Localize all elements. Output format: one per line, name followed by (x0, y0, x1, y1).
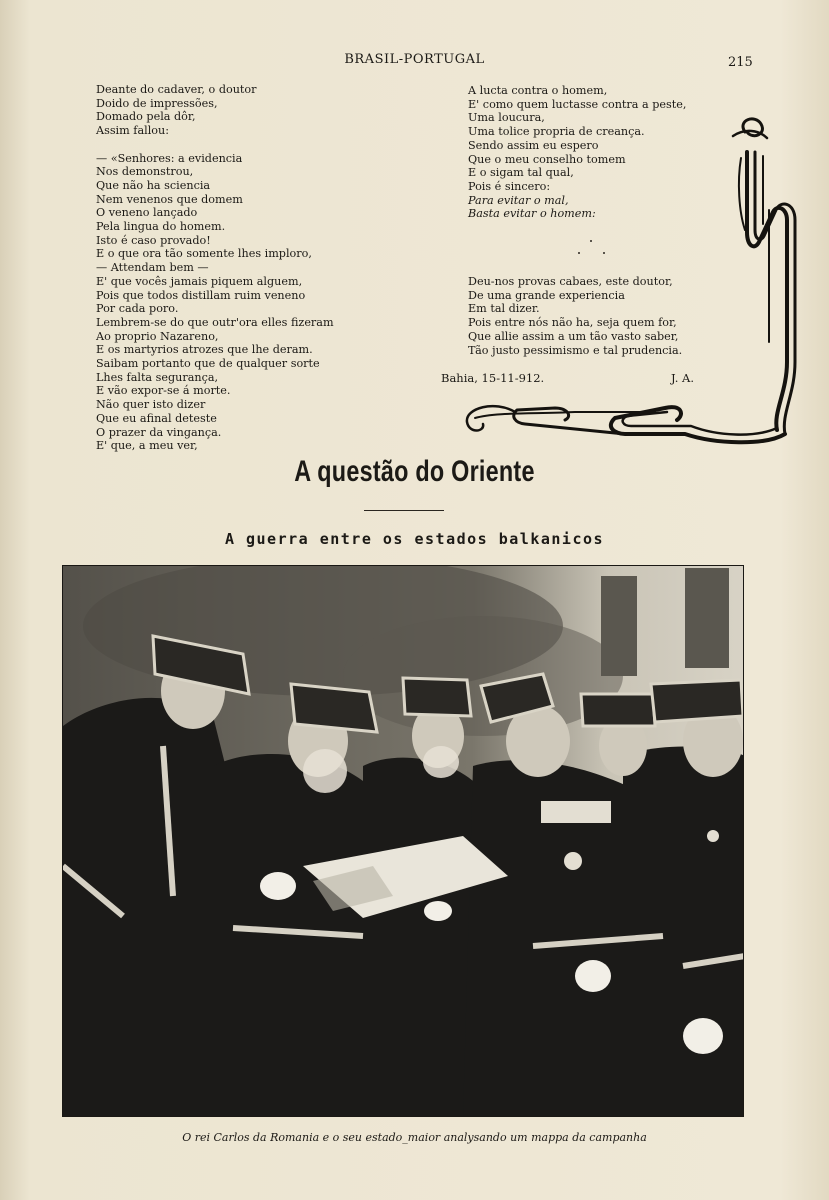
photo-illustration (63, 566, 744, 1117)
poem-line: Uma loucura, (468, 111, 545, 125)
poem-line: E' como quem luctasse contra a peste, (468, 97, 687, 111)
art-nouveau-ornament (455, 112, 800, 457)
article-subtitle: A guerra entre os estados balkanicos (224, 530, 605, 548)
poem-line: — Attendam bem — (96, 261, 209, 275)
poem-line: — «Senhores: a evidencia (96, 151, 243, 165)
poem-line: Assim fallou: (96, 124, 169, 138)
poem-line: O prazer da vingança. (96, 425, 222, 439)
poem-line: A lucta contra o homem, (468, 84, 608, 97)
poem-line: Doido de impressões, (96, 96, 218, 110)
poem-line: Basta evitar o homem: (468, 207, 596, 221)
place-date: Bahia, 15-11-912. (441, 371, 545, 385)
poem-line: E' que, a meu ver, (96, 439, 198, 453)
poem-line: Nos demonstrou, (96, 165, 194, 179)
poem-line (96, 138, 334, 152)
poem-left-column (96, 83, 334, 453)
poem-line: Para evitar o mal, (468, 193, 569, 207)
poem-line: Pois que todos distillam ruim veneno (96, 288, 306, 302)
poem-line: O veneno lançado (96, 206, 198, 220)
poem-line: Lembrem-se do que outr'ora elles fizeram (96, 315, 334, 329)
poem-line: E o sigam tal qual, (468, 166, 574, 180)
poem-line: De uma grande experiencia (468, 288, 625, 302)
photograph (62, 565, 744, 1117)
poem-line: Deante do cadaver, o doutor (96, 83, 257, 96)
poem-line: Ao proprio Nazareno, (96, 329, 219, 343)
magazine-title: BRASIL-PORTUGAL (344, 52, 485, 67)
poem-line: E o que ora tão somente lhes imploro, (96, 247, 312, 261)
poem-line: Saibam portanto que de qualquer sorte (96, 357, 320, 371)
author-initials: J. A. (671, 371, 694, 385)
poem-line: Que o meu conselho tomem (468, 152, 626, 166)
poem-line: Isto é caso provado! (96, 233, 211, 247)
poem-line: E vão expor-se á morte. (96, 384, 231, 398)
poem-line: Pela lingua do homem. (96, 220, 226, 234)
poem-line: Não quer isto dizer (96, 398, 206, 412)
poem-line: Tão justo pessimismo e tal prudencia. (468, 343, 683, 357)
poem-line: Por cada poro. (96, 302, 179, 316)
poem-line: Uma tolice propria de creança. (468, 125, 645, 139)
poem-line: Em tal dizer. (468, 302, 540, 316)
poem-line: Nem venenos que domem (96, 192, 243, 206)
article-title: A questão do Oriente (294, 455, 535, 488)
poem-line: Deu-nos provas cabaes, este doutor, (468, 275, 673, 288)
poem-line: Que eu afinal deteste (96, 411, 217, 425)
poem-line: Que allie assim a um tão vasto saber, (468, 329, 679, 343)
poem-line: Lhes falta segurança, (96, 370, 219, 384)
page-number: 215 (728, 55, 753, 70)
poem-line: E os martyrios atrozes que lhe deram. (96, 343, 313, 357)
poem-line: Domado pela dôr, (96, 110, 196, 124)
poem-line: Pois é sincero: (468, 179, 551, 193)
title-divider (364, 510, 444, 511)
poem-line: Pois entre nós não ha, seja quem for, (468, 316, 677, 330)
poem-line: Sendo assim eu espero (468, 138, 599, 152)
photo-caption: O rei Carlos da Romania e o seu estado_maior analysando um mappa da campanha (182, 1131, 647, 1144)
poem-line: E' que vocês jamais piquem alguem, (96, 274, 303, 288)
poem-line: Que não ha sciencia (96, 178, 211, 192)
